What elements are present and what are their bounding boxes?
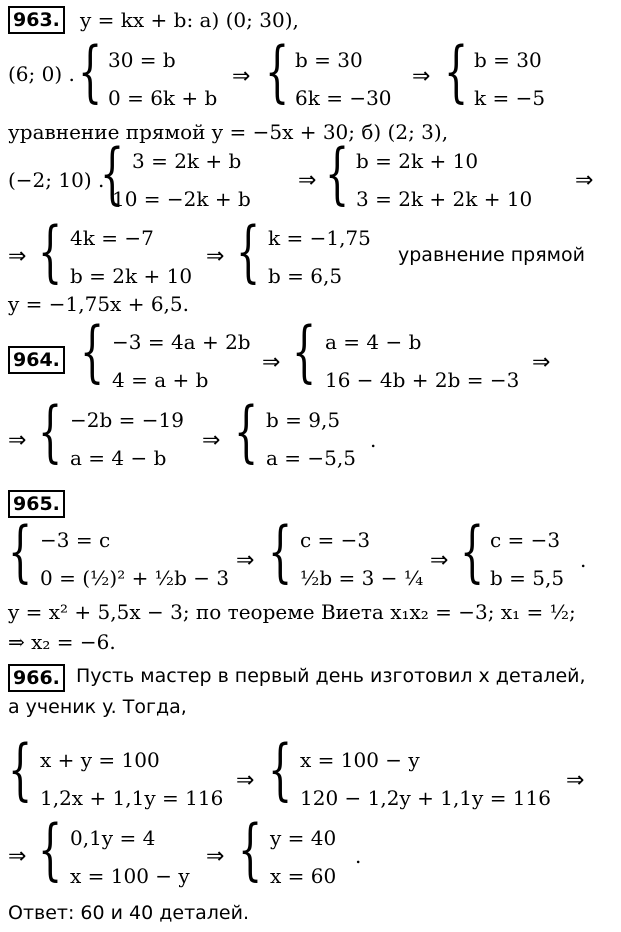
brace: { [80,312,105,390]
p964-system-2-eq-2: 16 − 4b + 2b = −3 [325,368,520,392]
problem-966-number: 966. [8,664,65,692]
implies-arrow: ⇒ [8,844,27,869]
implies-arrow: ⇒ [236,548,255,573]
p965-system-3-eq-2: b = 5,5 [490,566,565,590]
p963-line-1: y = kx + b: а) (0; 30), [80,8,299,32]
brace: { [236,212,261,290]
p965-system-1-eq-1: −3 = c [40,528,111,552]
p966-system-4-eq-1: y = 40 [270,826,337,850]
p964-system-2-eq-1: a = 4 − b [325,330,422,354]
p963-system-2-eq-2: 6k = −30 [295,86,392,110]
brace: { [292,312,317,390]
p963-text-line-equation: уравнение прямой [398,244,585,266]
p963-point-1: (6; 0) . [8,62,75,86]
p965-system-2-eq-1: c = −3 [300,528,371,552]
brace: { [268,512,293,590]
brace: { [100,134,125,212]
p963-system-1-eq-2: 0 = 6k + b [108,86,218,110]
p963-point-2: (−2; 10) . [8,168,105,192]
p963-system-6-eq-1: 4k = −7 [70,226,154,250]
problem-964-number: 964. [8,346,65,374]
implies-arrow: ⇒ [262,350,281,375]
p963-system-4-eq-1: 3 = 2k + b [132,149,242,173]
implies-arrow: ⇒ [202,428,221,453]
dot: . [355,844,362,868]
p963-system-7-eq-2: b = 6,5 [268,264,343,288]
p964-system-3-eq-1: −2b = −19 [70,408,184,432]
implies-arrow: ⇒ [236,768,255,793]
problem-963-number: 963. [8,6,65,34]
p966-system-3-eq-1: 0,1y = 4 [70,826,156,850]
p963-system-1-eq-1: 30 = b [108,48,176,72]
brace: { [38,810,63,888]
p965-line-2: ⇒ x₂ = −6. [8,630,116,654]
p963-system-5-eq-2: 3 = 2k + 2k + 10 [356,187,533,211]
p963-system-5-eq-1: b = 2k + 10 [356,149,479,173]
p963-system-6-eq-2: b = 2k + 10 [70,264,193,288]
brace: { [8,512,33,590]
p966-system-1-eq-2: 1,2x + 1,1y = 116 [40,786,224,810]
p966-system-2-eq-2: 120 − 1,2y + 1,1y = 116 [300,786,551,810]
p966-answer: Ответ: 60 и 40 деталей. [8,902,249,924]
brace: { [238,810,263,888]
p963-system-2-eq-1: b = 30 [295,48,363,72]
p963-system-3-eq-1: b = 30 [474,48,542,72]
implies-arrow: ⇒ [206,844,225,869]
implies-arrow: ⇒ [8,244,27,269]
brace: { [78,32,103,110]
p964-system-4-eq-1: b = 9,5 [266,408,341,432]
brace: { [325,134,350,212]
implies-arrow: ⇒ [298,168,317,193]
p966-line-1: Пусть мастер в первый день изготовил x деталей, [76,665,586,687]
dot: . [580,548,587,572]
p965-line-1: y = x² + 5,5x − 3; по теореме Виета x₁x₂ = −3; x₁ = ½; [8,600,576,624]
p966-system-2-eq-1: x = 100 − y [300,748,420,772]
brace: { [265,32,290,110]
p965-system-3-eq-1: c = −3 [490,528,561,552]
p964-system-3-eq-2: a = 4 − b [70,446,167,470]
p964-system-4-eq-2: a = −5,5 [266,446,356,470]
implies-arrow: ⇒ [566,768,585,793]
implies-arrow: ⇒ [232,64,251,89]
p966-system-4-eq-2: x = 60 [270,864,337,888]
p963-system-3-eq-2: k = −5 [474,86,546,110]
implies-arrow: ⇒ [206,244,225,269]
p963-system-7-eq-1: k = −1,75 [268,226,371,250]
p964-system-1-eq-2: 4 = a + b [112,368,209,392]
p966-system-3-eq-2: x = 100 − y [70,864,190,888]
brace: { [8,730,33,808]
implies-arrow: ⇒ [412,64,431,89]
dot: . [370,428,377,452]
implies-arrow: ⇒ [8,428,27,453]
problem-965-number: 965. [8,490,65,518]
brace: { [460,512,485,590]
implies-arrow: ⇒ [575,168,594,193]
brace: { [268,730,293,808]
brace: { [234,392,259,470]
p963-system-4-eq-2: 10 = −2k + b [112,187,251,211]
brace: { [444,32,469,110]
p965-system-1-eq-2: 0 = (½)² + ½b − 3 [40,566,230,590]
p964-system-1-eq-1: −3 = 4a + 2b [112,330,251,354]
implies-arrow: ⇒ [430,548,449,573]
p963-line-2: уравнение прямой y = −5x + 30; б) (2; 3), [8,120,449,144]
brace: { [38,212,63,290]
p963-line-3: y = −1,75x + 6,5. [8,292,189,316]
brace: { [38,392,63,470]
p965-system-2-eq-2: ½b = 3 − ¼ [300,566,424,590]
p966-line-2: а ученик y. Тогда, [8,696,187,718]
p966-system-1-eq-1: x + y = 100 [40,748,160,772]
implies-arrow: ⇒ [532,350,551,375]
